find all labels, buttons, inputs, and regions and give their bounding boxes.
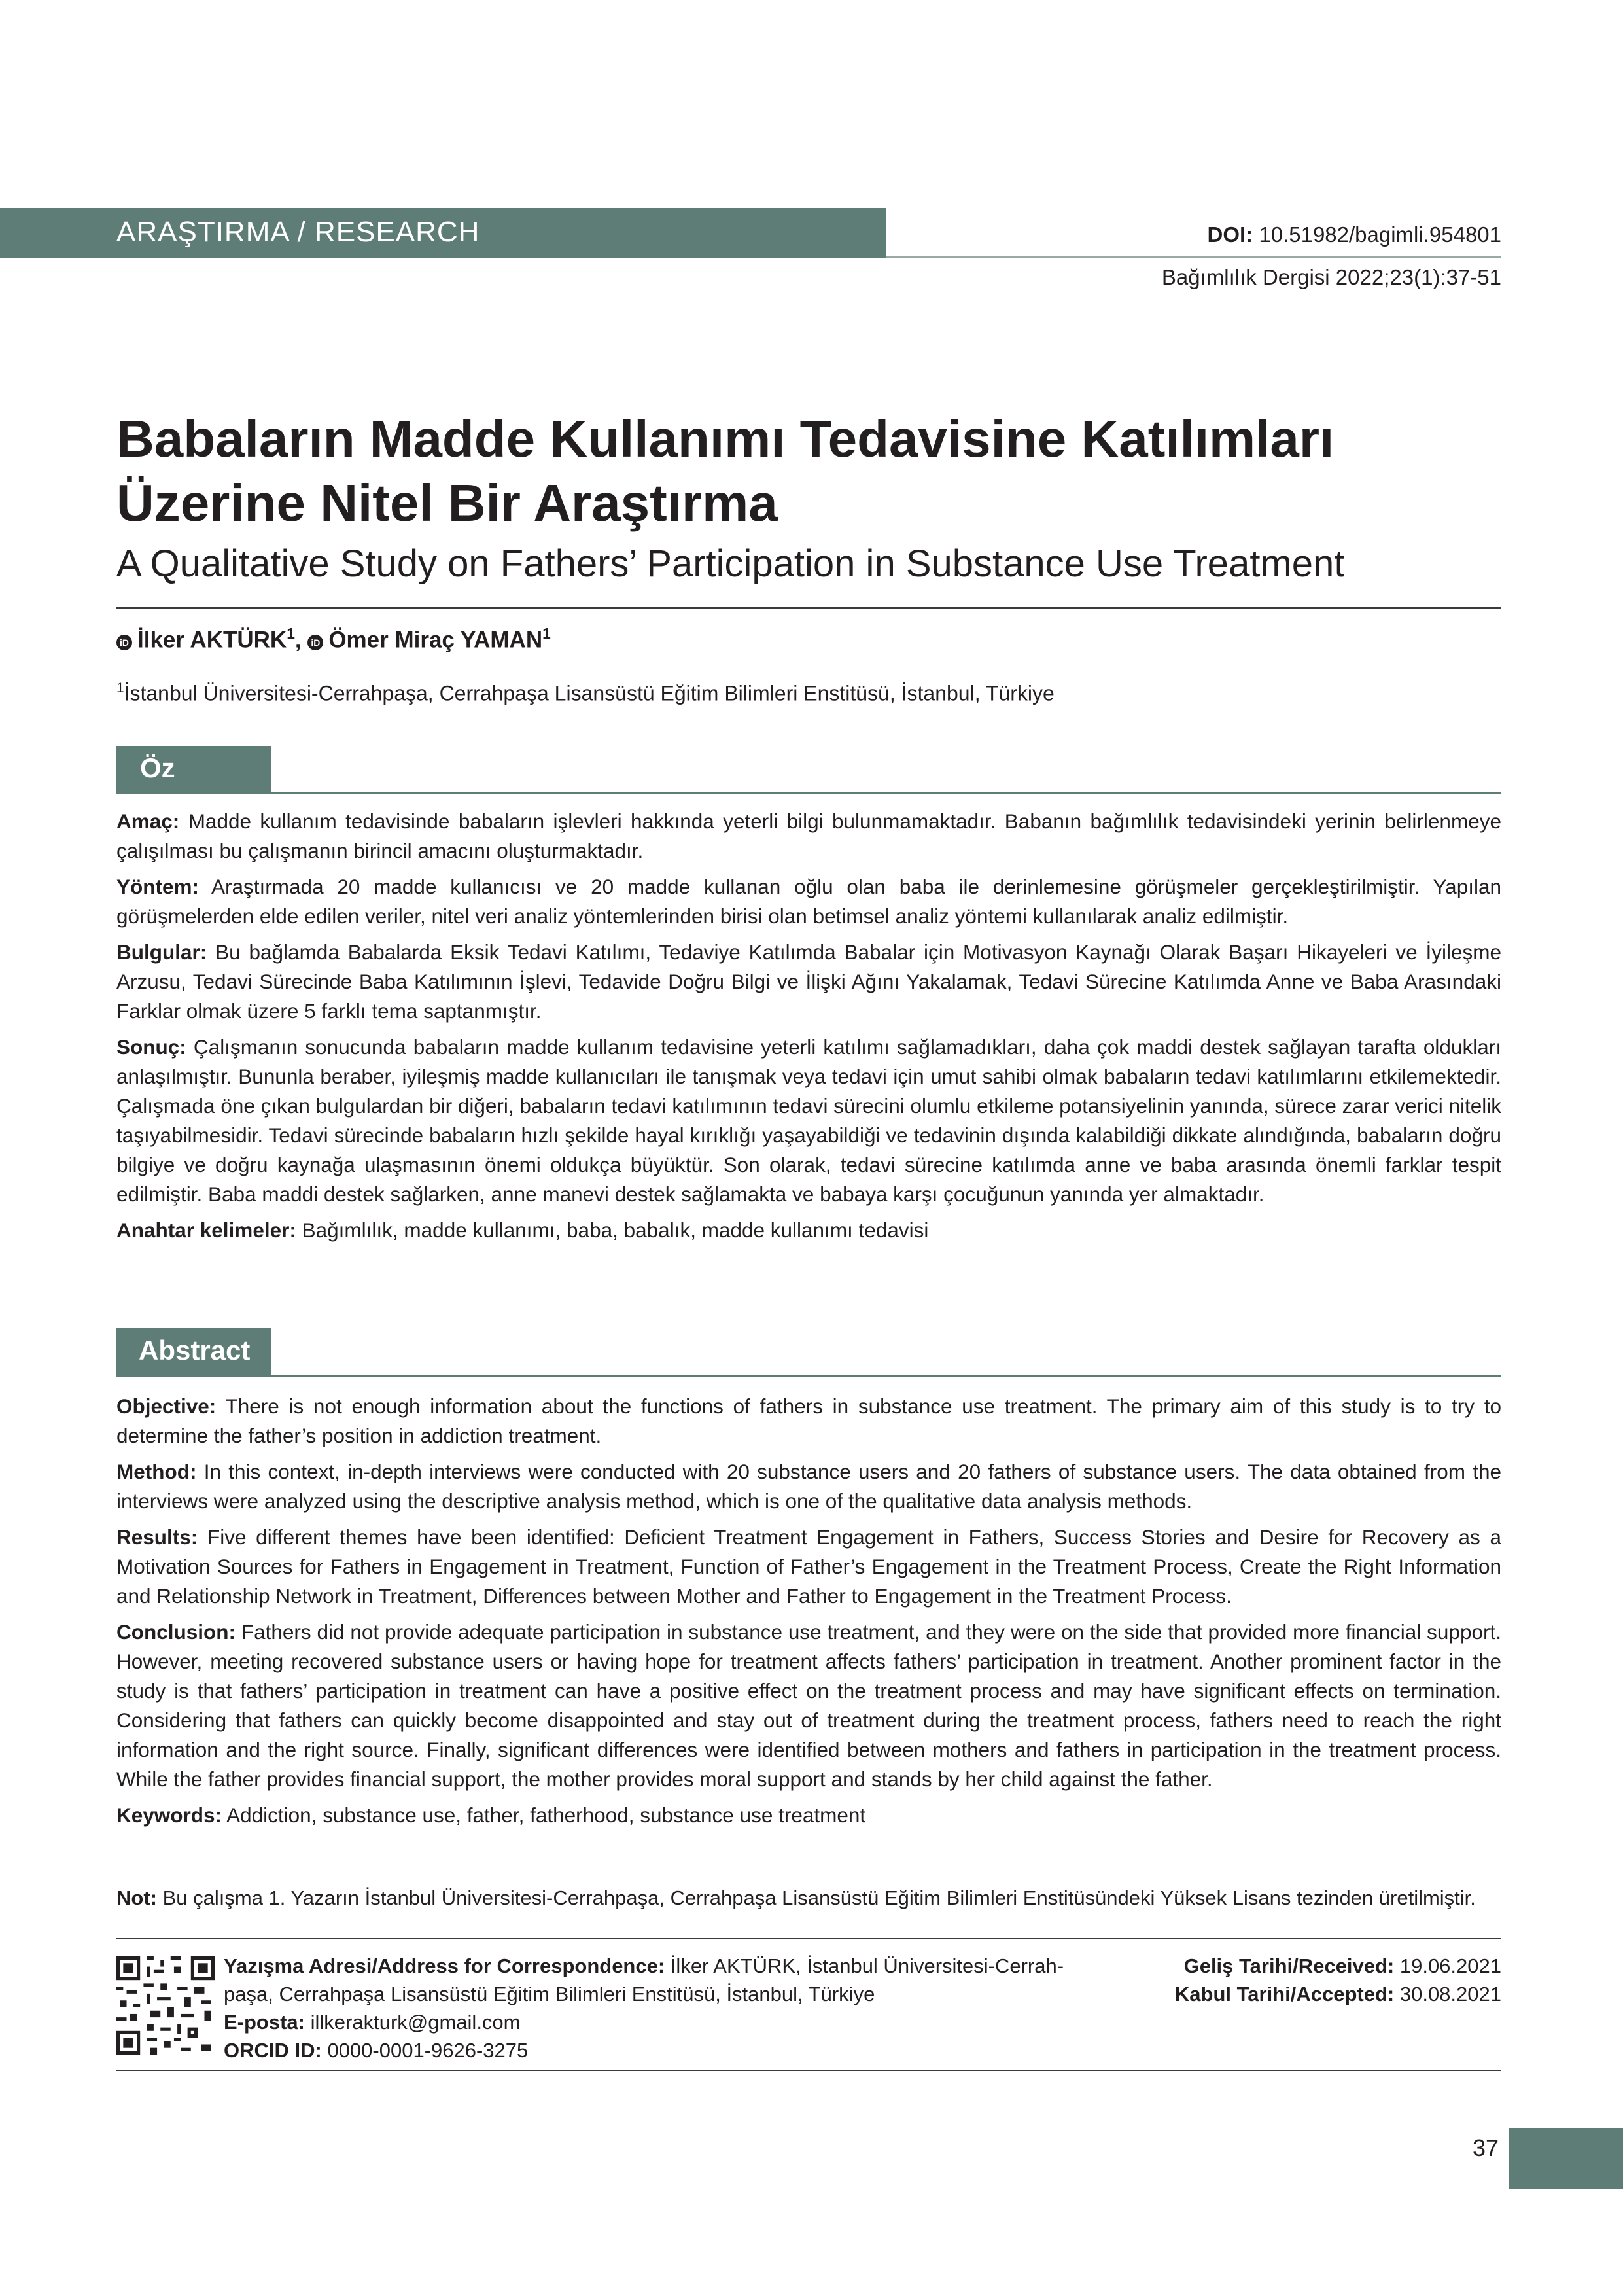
abstract-method-text: In this context, in-depth interviews were conducted with 20 substance users and 20 fathers of substance users. The data obtained from the interviews were analyzed using the descriptive analysis method, which is one of the qualitative data analysis methods. xyxy=(116,1460,1501,1513)
oz-body xyxy=(116,807,1501,1252)
abstract-conclusion-label: Conclusion: xyxy=(116,1620,236,1644)
correspondence-rule-top xyxy=(116,1938,1501,1939)
author-separator: , xyxy=(294,627,302,653)
accepted-date xyxy=(1175,1980,1501,2008)
email-value[interactable]: illkerakturk@gmail.com xyxy=(310,2011,521,2034)
received-date xyxy=(1175,1952,1501,1980)
title-english: A Qualitative Study on Fathers’ Participation in Substance Use Treatment xyxy=(116,542,1345,585)
abstract-results-label: Results: xyxy=(116,1525,198,1549)
affiliation-text: İstanbul Üniversitesi-Cerrahpaşa, Cerrahpaşa Lisansüstü Eğitim Bilimleri Enstitüsü, İstanbul, Türkiye xyxy=(124,681,1055,705)
abstract-objective-label: Objective: xyxy=(116,1394,217,1418)
doi[interactable] xyxy=(1208,222,1501,247)
orcid-value[interactable]: 0000-0001-9626-3275 xyxy=(327,2039,529,2062)
correspondence-email xyxy=(224,2008,1074,2036)
abstract-keywords-text: Addiction, substance use, father, fatherhood, substance use treatment xyxy=(226,1803,866,1827)
oz-amac xyxy=(116,807,1501,866)
abstract-results-text: Five different themes have been identified: Deficient Treatment Engagement in Fathers, Success Stories and Desire for Recovery as a Motivation Sources for Fathers in Engagement in Treatment, Function of Father’s Engagement in the Treatment Process, Create the Right Information and Relationship Network in Treatment, Differences between Mother and Father to Engagement in the Treatment Process. xyxy=(116,1525,1501,1608)
oz-sonuc xyxy=(116,1033,1501,1209)
footnote xyxy=(116,1886,1476,1910)
authors xyxy=(116,625,551,654)
abstract-heading: Abstract xyxy=(139,1335,251,1366)
orcid-label: ORCID ID: xyxy=(224,2039,322,2062)
correspondence-rule-bottom xyxy=(116,2070,1501,2071)
author-1: İlker AKTÜRK xyxy=(137,627,287,653)
header-rule xyxy=(886,256,1501,258)
abstract-method-label: Method: xyxy=(116,1460,197,1483)
oz-yontem-text: Araştırmada 20 madde kullanıcısı ve 20 madde kullanan oğlu olan baba ile derinlemesine görüşmeler gerçekleştirilmiştir. Yapılan görüşmelerden elde edilen veriler, nitel veri analiz yöntemlerinden birisi olan betimsel analiz yöntemi kullanılarak analiz edilmiştir. xyxy=(116,875,1502,928)
abstract-method xyxy=(116,1457,1501,1516)
section-label: ARAŞTIRMA / RESEARCH xyxy=(116,216,480,248)
oz-amac-text: Madde kullanım tedavisinde babaların işlevleri hakkında yeterli bilgi bulunmamaktadır. Babanın bağımlılık tedavisindeki yerinin belirlenmeye çalışılması bu çalışmanın birincil amacını oluşturmaktadır. xyxy=(116,809,1501,862)
email-label: E-posta: xyxy=(224,2011,305,2034)
received-value: 19.06.2021 xyxy=(1399,1954,1501,1977)
correspondence xyxy=(224,1952,1074,2064)
abstract-objective-text: There is not enough information about the functions of fathers in substance use treatment. The primary aim of this study is to try to determine the father’s position in addiction treatment. xyxy=(116,1394,1502,1447)
abstract-rule xyxy=(116,1375,1501,1377)
footnote-text: Bu çalışma 1. Yazarın İstanbul Üniversitesi-Cerrahpaşa, Cerrahpaşa Lisansüstü Eğitim Bilimleri Enstitüsündeki Yüksek Lisans tezinden üretilmiştir. xyxy=(162,1886,1476,1909)
abstract-objective xyxy=(116,1392,1501,1451)
oz-yontem-label: Yöntem: xyxy=(116,875,199,898)
oz-amac-label: Amaç: xyxy=(116,809,180,833)
oz-bulgular-label: Bulgular: xyxy=(116,940,207,964)
footnote-label: Not: xyxy=(116,1886,157,1909)
correspondence-orcid xyxy=(224,2036,1074,2064)
accepted-label: Kabul Tarihi/Accepted: xyxy=(1174,1983,1395,2005)
doi-value[interactable]: 10.51982/bagimli.954801 xyxy=(1259,222,1501,247)
abstract-body xyxy=(116,1392,1501,1837)
qr-code-icon[interactable] xyxy=(116,1956,215,2055)
orcid-icon[interactable]: iD xyxy=(307,635,323,650)
affiliation xyxy=(116,680,1055,705)
correspondence-label: Yazışma Adresi/Address for Correspondence: xyxy=(224,1954,665,1977)
oz-bulgular-text: Bu bağlamda Babalarda Eksik Tedavi Katılımı, Tedaviye Katılımda Babalar için Motivasyon Kaynağı Olarak Başarı Hikayeleri ve İyileşme Arzusu, Tedavi Sürecinde Baba Katılımının İşlevi, Tedavide Doğru Bilgi ve İlişki Ağını Yakalamak, Tedavi Sürecine Katılımda Anne ve Baba Arasındaki Farklar olmak üzere 5 farklı tema saptanmıştır. xyxy=(116,940,1501,1023)
title-tr-line2: Üzerine Nitel Bir Araştırma xyxy=(116,474,778,532)
oz-sonuc-text: Çalışmanın sonucunda babaların madde kullanım tedavisine yeterli katılımı sağlamadıkları, daha çok maddi destek sağlayan tarafta oldukları anlaşılmıştır. Bununla beraber, iyileşmiş madde kullanıcıları ile tanışmak veya tedavi için umut sahibi olmak babaların tedavi katılımlarını etkilemektedir. Çalışmada öne çıkan bulgulardan bir diğeri, babaların tedavi katılımının tedavi sürecini olumlu etkileme potansiyelinin yanında, sürece zarar verici nitelik taşıyabilmesidir. Tedavi sürecinde babaların hızlı şekilde hayal kırıklığı yaşayabildiği ve tedavinin dışında kalabildiği dikkate alındığında, babaların doğru bilgiye ve doğru kaynağa ulaşmasının önemi oldukça büyüktür. Son olarak, tedavi sürecine katılımda anne ve baba arasında önemli farklar tespit edilmiştir. Baba maddi destek sağlarken, anne manevi destek sağlamakta ve babaya karşı çocuğunun yanında yer almaktadır. xyxy=(116,1035,1501,1206)
correspondence-text: İlker AKTÜRK, İstanbul Üniversitesi-Cerrah-paşa, Cerrahpaşa Lisansüstü Eğitim Bilimleri Enstitüsü, İstanbul, Türkiye xyxy=(224,1954,1064,2005)
journal-citation: Bağımlılık Dergisi 2022;23(1):37-51 xyxy=(1161,265,1501,289)
oz-sonuc-label: Sonuç: xyxy=(116,1035,186,1059)
oz-keywords xyxy=(116,1216,1501,1245)
author-2-affil: 1 xyxy=(542,625,551,642)
oz-yontem xyxy=(116,872,1501,931)
abstract-keywords-label: Keywords: xyxy=(116,1803,222,1827)
doi-label: DOI: xyxy=(1207,222,1253,247)
author-2: Ömer Miraç YAMAN xyxy=(328,627,543,653)
page-number: 37 xyxy=(1472,2134,1499,2161)
abstract-conclusion-text: Fathers did not provide adequate participation in substance use treatment, and they were on the side that provided more financial support. However, meeting recovered substance users or having hope for treatment affects fathers’ participation in treatment. Another prominent factor in the study is that fathers’ participation in treatment can have a positive effect on the treatment process and may have significant effects on termination. Considering that fathers can quickly become disappointed and stay out of treatment during the treatment process, fathers need to reach the right information and the right source. Finally, significant differences were identified between mothers and fathers in participation in the treatment process. While the father provides financial support, the mother provides moral support and stands by her child against the father. xyxy=(116,1620,1501,1791)
oz-rule xyxy=(116,792,1501,794)
correspondence-address xyxy=(224,1952,1074,2008)
oz-keywords-text: Bağımlılık, madde kullanımı, baba, babalık, madde kullanımı tedavisi xyxy=(302,1218,929,1242)
page-corner-block xyxy=(1509,2128,1623,2189)
accepted-value: 30.08.2021 xyxy=(1399,1983,1501,2005)
abstract-conclusion xyxy=(116,1617,1501,1794)
abstract-keywords xyxy=(116,1801,1501,1830)
oz-heading: Öz xyxy=(140,752,175,783)
author-1-affil: 1 xyxy=(287,625,295,642)
orcid-icon[interactable]: iD xyxy=(116,635,132,650)
affiliation-sup: 1 xyxy=(116,680,124,696)
oz-bulgular xyxy=(116,938,1501,1026)
title-tr-line1: Babaların Madde Kullanımı Tedavisine Katılımları xyxy=(116,410,1335,468)
oz-keywords-label: Anahtar kelimeler: xyxy=(116,1218,296,1242)
abstract-results xyxy=(116,1523,1501,1611)
dates xyxy=(1175,1952,1501,2008)
title-turkish xyxy=(116,407,1503,535)
received-label: Geliş Tarihi/Received: xyxy=(1183,1954,1395,1977)
title-rule xyxy=(116,607,1501,609)
